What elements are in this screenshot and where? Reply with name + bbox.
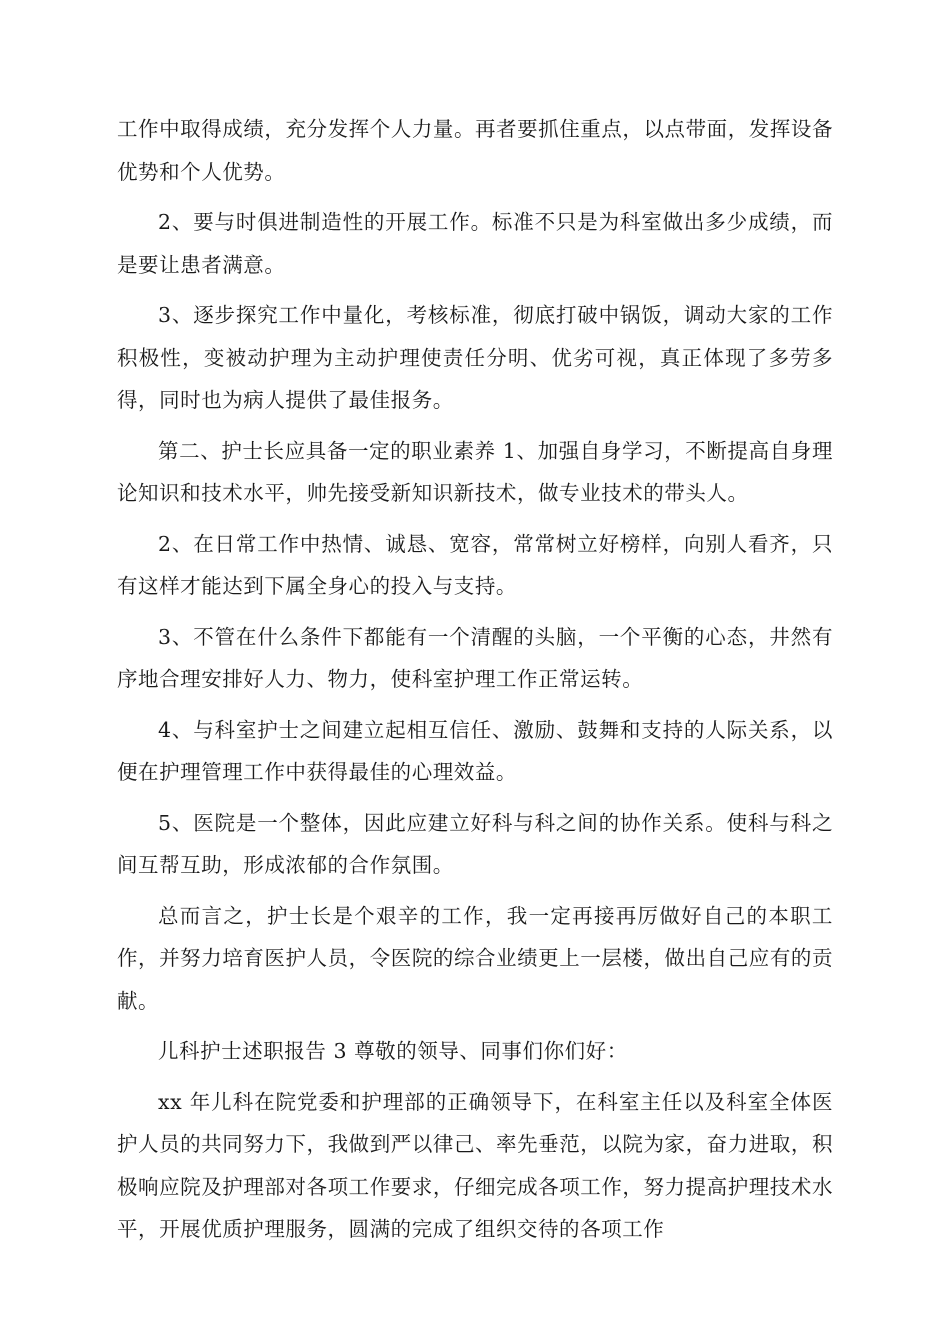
document-body <box>117 108 833 1259</box>
paragraph: 3、逐步探究工作中量化，考核标准，彻底打破中锅饭，调动大家的工作积极性，变被动护理为主动护理使责任分明、优劣可视，真正体现了多劳多得，同时也为病人提供了最佳报务。 <box>117 303 833 412</box>
paragraph: 第二、护士长应具备一定的职业素养 1、加强自身学习，不断提高自身理论知识和技术水平，帅先接受新知识新技术，做专业技术的带头人。 <box>117 438 833 505</box>
paragraph: 2、在日常工作中热情、诚恳、宽容，常常树立好榜样，向别人看齐，只有这样才能达到下属全身心的投入与支持。 <box>117 531 833 598</box>
paragraph-continued: 工作中取得成绩，充分发挥个人力量。再者要抓住重点，以点带面，发挥设备优势和个人优势。 <box>117 117 833 184</box>
paragraph: 4、与科室护士之间建立起相互信任、激励、鼓舞和支持的人际关系，以便在护理管理工作中获得最佳的心理效益。 <box>117 717 833 784</box>
section-heading-paragraph: 儿科护士述职报告 3 尊敬的领导、同事们你们好： <box>158 1039 628 1063</box>
paragraph: xx 年儿科在院党委和护理部的正确领导下，在科室主任以及科室全体医护人员的共同努力下，我做到严以律己、率先垂范，以院为家，奋力进取，积极响应院及护理部对各项工作要求，仔细完成各项工作，努力提高护理技术水平，开展优质护理服务，圆满的完成了组织交待的各项工作 <box>117 1089 833 1241</box>
paragraph: 3、不管在什么条件下都能有一个清醒的头脑，一个平衡的心态，井然有序地合理安排好人力、物力，使科室护理工作正常运转。 <box>117 624 833 691</box>
paragraph: 5、医院是一个整体，因此应建立好科与科之间的协作关系。使科与科之间互帮互助，形成浓郁的合作氛围。 <box>117 810 833 877</box>
paragraph: 2、要与时俱进制造性的开展工作。标准不只是为科室做出多少成绩，而是要让患者满意。 <box>117 210 833 277</box>
paragraph: 总而言之，护士长是个艰辛的工作，我一定再接再厉做好自己的本职工作，并努力培育医护人员，令医院的综合业绩更上一层楼，做出自己应有的贡献。 <box>117 903 833 1013</box>
